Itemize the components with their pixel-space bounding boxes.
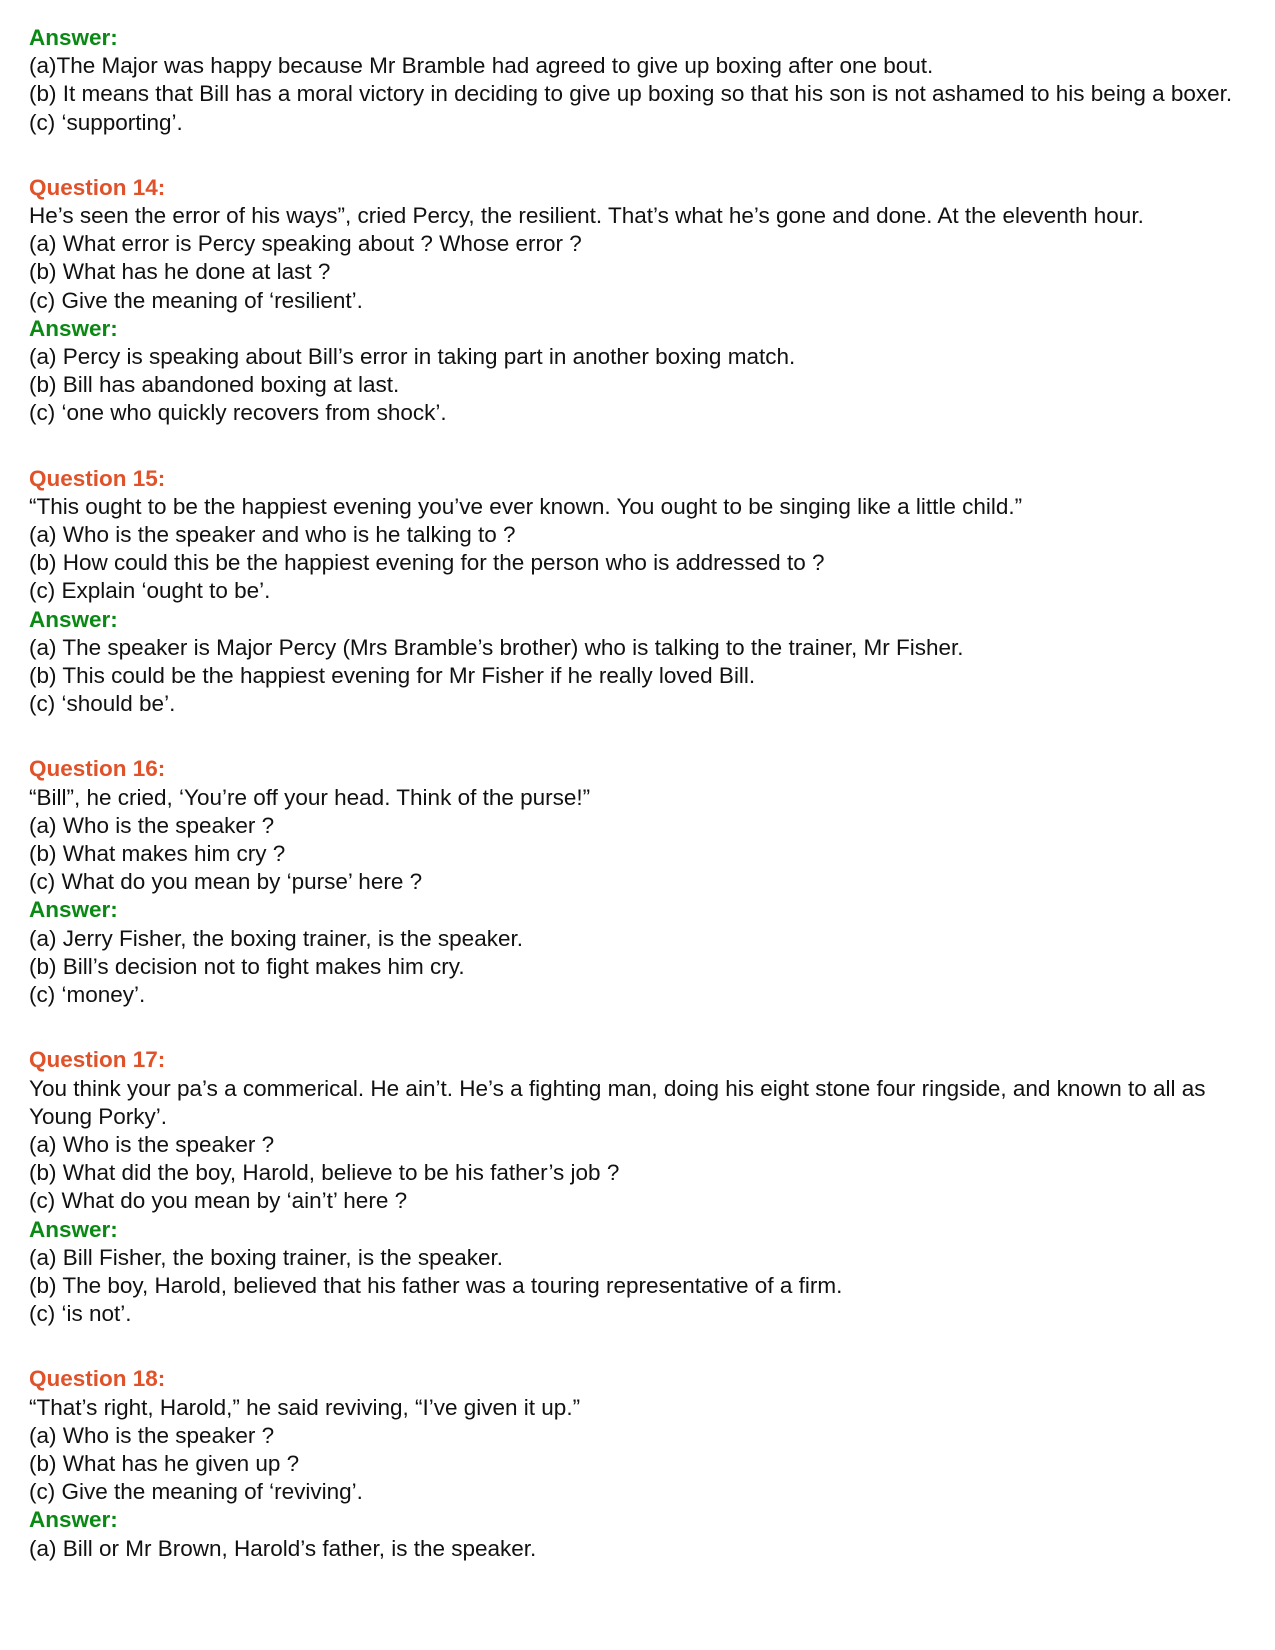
answer-block-q13 xyxy=(29,24,1261,137)
answer-label: Answer: xyxy=(29,1507,118,1533)
question-part-c: (c) Explain ‘ought to be’. xyxy=(29,578,271,604)
question-label: Question 18: xyxy=(29,1366,166,1392)
question-prompt: He’s seen the error of his ways”, cried Percy, the resilient. That’s what he’s gone and done. At the eleventh hour. xyxy=(29,203,1144,229)
section-gap xyxy=(29,718,1261,755)
question-part-a: (a) Who is the speaker ? xyxy=(29,1422,275,1448)
question-part-b: (b) What has he done at last ? xyxy=(29,259,331,285)
section-gap xyxy=(29,137,1261,174)
answer-line-c: (c) ‘is not’. xyxy=(29,1301,132,1327)
answer-line-a: (a) Bill or Mr Brown, Harold’s father, is the speaker. xyxy=(29,1535,537,1561)
question-part-a: (a) Who is the speaker and who is he talking to ? xyxy=(29,522,516,548)
question-block-16 xyxy=(29,755,1261,1009)
question-part-a: (a) What error is Percy speaking about ? Whose error ? xyxy=(29,231,582,257)
answer-line-c: (c) ‘money’. xyxy=(29,982,146,1008)
answer-line-a: (a) Jerry Fisher, the boxing trainer, is the speaker. xyxy=(29,925,523,951)
question-label: Question 16: xyxy=(29,756,166,782)
answer-label: Answer: xyxy=(29,897,118,923)
question-label: Question 15: xyxy=(29,465,166,491)
answer-line-c: (c) ‘supporting’. xyxy=(29,109,183,135)
answer-label: Answer: xyxy=(29,315,118,341)
answer-line-b: (b) It means that Bill has a moral victory in deciding to give up boxing so that his son is not ashamed to his being a boxer. xyxy=(29,81,1233,107)
answer-line-a: (a) The speaker is Major Percy (Mrs Bramble’s brother) who is talking to the trainer, Mr Fisher. xyxy=(29,634,964,660)
section-gap xyxy=(29,1009,1261,1046)
section-gap xyxy=(29,428,1261,465)
question-block-14 xyxy=(29,174,1261,428)
question-prompt: “This ought to be the happiest evening you’ve ever known. You ought to be singing like a little child.” xyxy=(29,493,1023,519)
question-part-c: (c) What do you mean by ‘purse’ here ? xyxy=(29,869,423,895)
question-block-15 xyxy=(29,465,1261,719)
answer-label: Answer: xyxy=(29,25,118,50)
question-block-17 xyxy=(29,1046,1261,1328)
question-part-b: (b) What did the boy, Harold, believe to be his father’s job ? xyxy=(29,1160,620,1186)
answer-line-b: (b) The boy, Harold, believed that his father was a touring representative of a firm. xyxy=(29,1272,843,1298)
answer-line-a: (a) Percy is speaking about Bill’s error in taking part in another boxing match. xyxy=(29,344,796,370)
question-prompt: “Bill”, he cried, ‘You’re off your head. Think of the purse!” xyxy=(29,784,591,810)
answer-line-a: (a)The Major was happy because Mr Bramble had agreed to give up boxing after one bout. xyxy=(29,53,934,79)
section-gap xyxy=(29,1328,1261,1365)
answer-line-c: (c) ‘should be’. xyxy=(29,691,176,717)
answer-label: Answer: xyxy=(29,1216,118,1242)
answer-line-b: (b) This could be the happiest evening for Mr Fisher if he really loved Bill. xyxy=(29,663,756,689)
question-label: Question 14: xyxy=(29,174,166,200)
question-label: Question 17: xyxy=(29,1047,166,1073)
answer-line-a: (a) Bill Fisher, the boxing trainer, is the speaker. xyxy=(29,1244,503,1270)
question-part-b: (b) What makes him cry ? xyxy=(29,841,286,867)
document-page xyxy=(29,24,1261,1563)
answer-line-c: (c) ‘one who quickly recovers from shock’. xyxy=(29,400,447,426)
answer-line-b: (b) Bill’s decision not to fight makes him cry. xyxy=(29,953,465,979)
answer-line-b: (b) Bill has abandoned boxing at last. xyxy=(29,372,400,398)
question-part-b: (b) How could this be the happiest evening for the person who is addressed to ? xyxy=(29,550,825,576)
question-part-c: (c) What do you mean by ‘ain’t’ here ? xyxy=(29,1188,408,1214)
question-part-c: (c) Give the meaning of ‘reviving’. xyxy=(29,1479,363,1505)
question-part-a: (a) Who is the speaker ? xyxy=(29,812,275,838)
question-part-c: (c) Give the meaning of ‘resilient’. xyxy=(29,287,363,313)
question-part-b: (b) What has he given up ? xyxy=(29,1450,300,1476)
answer-label: Answer: xyxy=(29,606,118,632)
question-prompt: “That’s right, Harold,” he said reviving, “I’ve given it up.” xyxy=(29,1394,581,1420)
question-part-a: (a) Who is the speaker ? xyxy=(29,1131,275,1157)
question-block-18 xyxy=(29,1365,1261,1562)
question-prompt: You think your pa’s a commerical. He ain’t. He’s a fighting man, doing his eight stone four ringside, and known to all as Young Porky’. xyxy=(29,1075,1206,1129)
